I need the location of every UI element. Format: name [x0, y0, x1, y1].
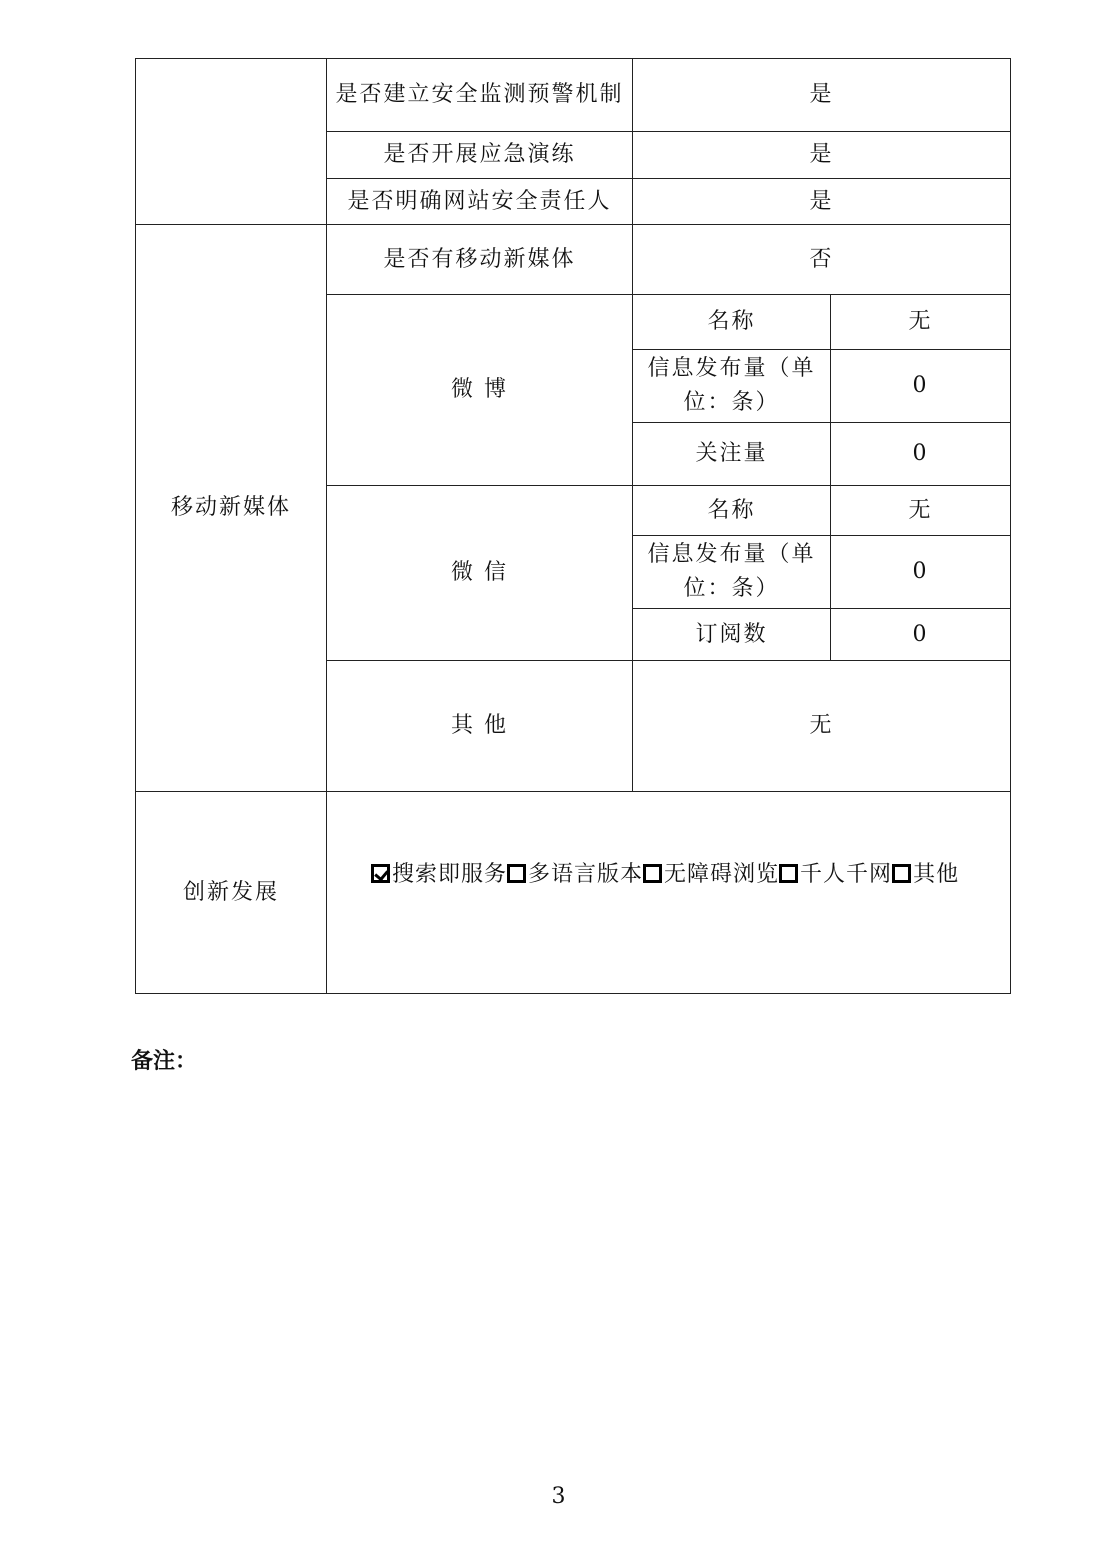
checkbox-checked-icon[interactable] [371, 864, 390, 883]
has-media-value: 否 [633, 225, 1011, 295]
weibo-name-label: 名称 [633, 295, 831, 350]
other-value: 无 [633, 661, 1011, 792]
security-value: 是 [633, 132, 1011, 179]
security-label: 是否建立安全监测预警机制 [327, 59, 633, 132]
weibo-label: 微 博 [327, 295, 633, 486]
checkbox-icon[interactable] [507, 864, 526, 883]
option-accessibility[interactable]: 无障碍浏览 [643, 862, 779, 887]
table-row [136, 792, 1011, 994]
wechat-posts-label: 信息发布量（单位：条） [633, 536, 831, 609]
weibo-posts-value: 0 [831, 350, 1011, 423]
wechat-subscribers-label: 订阅数 [633, 609, 831, 661]
weibo-name-value: 无 [831, 295, 1011, 350]
security-value: 是 [633, 179, 1011, 225]
innovation-options [327, 792, 1011, 994]
table-row [136, 59, 1011, 132]
option-personalized[interactable]: 千人千网 [779, 862, 892, 887]
security-value: 是 [633, 59, 1011, 132]
security-label: 是否明确网站安全责任人 [327, 179, 633, 225]
report-table [135, 58, 1011, 994]
media-section-label: 移动新媒体 [136, 225, 327, 792]
checkbox-icon[interactable] [643, 864, 662, 883]
checkbox-icon[interactable] [892, 864, 911, 883]
wechat-label: 微 信 [327, 486, 633, 661]
wechat-name-label: 名称 [633, 486, 831, 536]
security-section-cell [136, 59, 327, 225]
security-label: 是否开展应急演练 [327, 132, 633, 179]
weibo-followers-label: 关注量 [633, 423, 831, 486]
option-search-as-service[interactable]: 搜索即服务 [371, 862, 507, 887]
weibo-followers-value: 0 [831, 423, 1011, 486]
option-multilingual[interactable]: 多语言版本 [507, 862, 643, 887]
wechat-name-value: 无 [831, 486, 1011, 536]
other-label: 其 他 [327, 661, 633, 792]
page-number: 3 [551, 1484, 566, 1509]
wechat-subscribers-value: 0 [831, 609, 1011, 661]
note-label: 备注： [131, 1049, 198, 1074]
table-row [136, 225, 1011, 295]
option-other[interactable]: 其他 [892, 862, 959, 887]
weibo-posts-label: 信息发布量（单位：条） [633, 350, 831, 423]
innovation-section-label: 创新发展 [136, 792, 327, 994]
checkbox-icon[interactable] [779, 864, 798, 883]
wechat-posts-value: 0 [831, 536, 1011, 609]
has-media-label: 是否有移动新媒体 [327, 225, 633, 295]
